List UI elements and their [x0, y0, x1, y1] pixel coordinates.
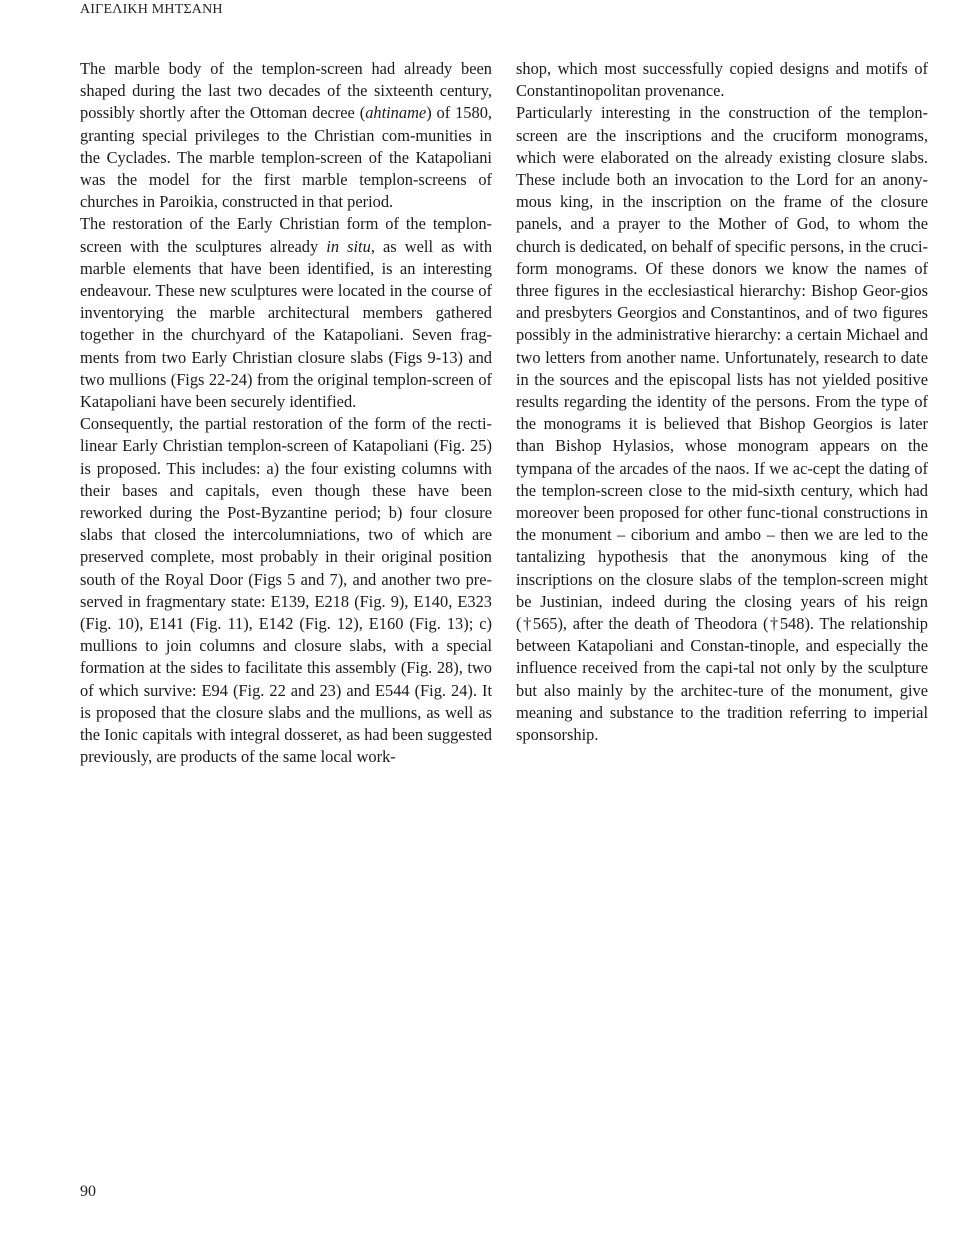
right-column [516, 58, 928, 746]
left-paragraph-2 [80, 213, 492, 413]
left-paragraph-3: Consequently, the partial restoration of the form of the recti-linear Early Christian templon-screen of Katapoliani (Fig. 25) is proposed. This includes: a) the four existing columns with their bases and capitals, even though these have been reworked during the Post-Byzantine period; b) four closure slabs that closed the intercolumniations, two of which are preserved complete, most probably in their original position south of the Royal Door (Figs 5 and 7), and another two pre-served in fragmentary state: E139, E218 (Fig. 9), E140, E323 (Fig. 10), E141 (Fig. 11), E142 (Fig. 12), E160 (Fig. 13); c) mullions to join columns and closure slabs, with a special formation at the sides to facilitate this assembly (Fig. 28), two of which survive: E94 (Fig. 22 and 23) and E544 (Fig. 24). It is proposed that the closure slabs and the mullions, as well as the Ionic capitals with integral dosseret, as had been suggested previously, are products of the same local work- [80, 414, 492, 767]
right-paragraph-2: Particularly interesting in the construction of the templon-screen are the inscriptions and the cruciform monograms, which were elaborated on the already existing closure slabs. These include both an invocation to the Lord for an anony-mous king, in the inscription on the frame of the closure panels, and a prayer to the Mother of God, to whom the church is dedicated, on behalf of specific persons, in the cruci-form monograms. Of these donors we know the names of three figures in the ecclesiastical hierarchy: Bishop Geor-gios and presbyters Georgios and Constantinos, and of two figures possibly in the administrative hierarchy: a certain Michael and two letters from another name. Unfortunately, research to date in the sources and the episcopal lists has not yielded positive results regarding the identity of the persons. From the type of the monograms it is believed that Bishop Georgios is later than Bishop Hylasios, whose monogram appears on the tympana of the arcades of the naos. If we ac-cept the dating of the templon-screen close to the mid-sixth century, which had moreover been proposed for other func-tional constructions in the monument – ciborium and ambo – then we are led to the tantalizing hypothesis that the anonymous king of the inscriptions on the closure slabs of the templon-screen might be Justinian, indeed during the closing years of his reign (†565), after the death of Theodora (†548). The relationship between Katapoliani and Constan-tinople, and especially the influence received from the capi-tal not only by the sculpture but also mainly by the architec-ture of the monument, give meaning and substance to the tradition referring to imperial sponsorship. [516, 103, 928, 745]
italic-term: ahtiname [365, 103, 427, 123]
left-column [80, 58, 492, 769]
text-run: ) of 1580, granting special privileges to the Christian com-munities in the Cyclades. The marble templon-screen of the Katapoliani was the model for the first marble templon-screens of churches in Paroikia, constructed in that period. [80, 103, 492, 212]
page-number: 90 [80, 1183, 96, 1200]
italic-term: in situ [326, 236, 371, 256]
text-run: , as well as with marble elements that have been identified, is an interesting endeavour. These new sculptures were located in the course of inventorying the marble architectural members gathered together in the churchyard of the Katapoliani. Seven frag-ments from two Early Christian closure slabs (Figs 9-13) and two mullions (Figs 22-24) from the original templon-screen of Katapoliani have been securely identified. [80, 236, 493, 412]
right-paragraph-1: shop, which most successfully copied designs and motifs of Constantinopolitan provenance. [516, 59, 928, 101]
left-paragraph-1 [80, 58, 492, 213]
text-run: The marble body of the templon-screen had already been shaped during the last two decades of the sixteenth century, possibly shortly after the Ottoman decree ( [80, 59, 492, 123]
running-head: ΑΙΓΕΛΙΚΗ ΜΗΤΣΑΝΗ [80, 2, 223, 17]
text-run: The restoration of the Early Christian form of the templon-screen with the sculptures already [80, 214, 492, 256]
